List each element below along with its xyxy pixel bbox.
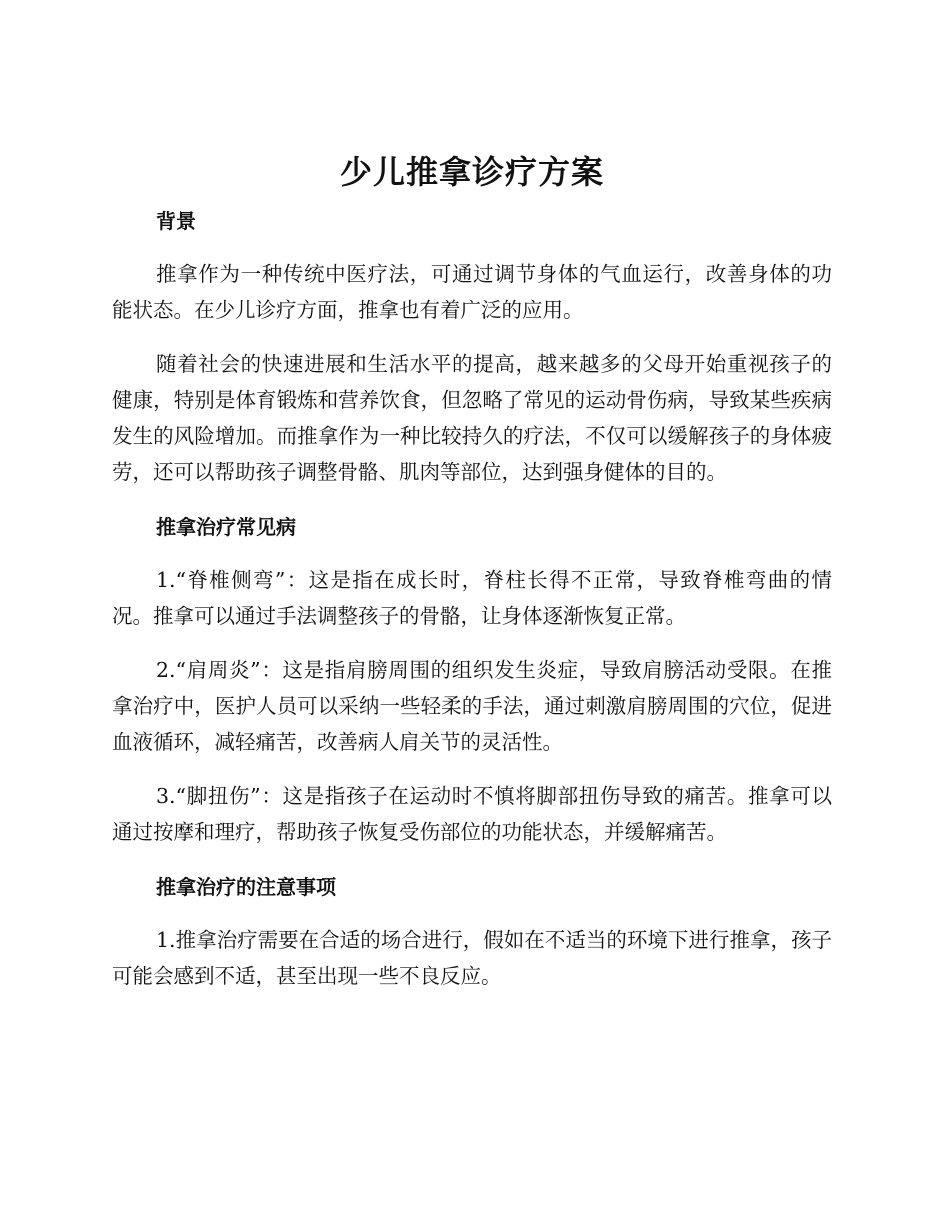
list-paragraph: 1.“脊椎侧弯”：这是指在成长时，脊柱长得不正常，导致脊椎弯曲的情况。推拿可以通过手法调整孩子的骨骼，让身体逐渐恢复正常。 [112, 568, 832, 628]
document-title: 少儿推拿诊疗方案 [339, 153, 604, 191]
list-paragraph: 1.推拿治疗需要在合适的场合进行，假如在不适当的环境下进行推拿，孩子可能会感到不适，甚至出现一些不良反应。 [112, 928, 832, 988]
section-background [112, 204, 832, 490]
section-heading: 推拿治疗常见病 [156, 515, 296, 539]
paragraph: 随着社会的快速进展和生活水平的提高，越来越多的父母开始重视孩子的健康，特别是体育锻炼和营养饮食，但忽略了常见的运动骨伤病，导致某些疾病发生的风险增加。而推拿作为一种比较持久的疗法，不仅可以缓解孩子的身体疲劳，还可以帮助孩子调整骨骼、肌肉等部位，达到强身健体的目的。 [112, 352, 832, 484]
document-body [112, 150, 832, 994]
paragraph: 推拿作为一种传统中医疗法，可通过调节身体的气血运行，改善身体的功能状态。在少儿诊疗方面，推拿也有着广泛的应用。 [112, 262, 832, 322]
list-paragraph: 3.“脚扭伤”：这是指孩子在运动时不慎将脚部扭伤导致的痛苦。推拿可以通过按摩和理疗，帮助孩子恢复受伤部位的功能状态，并缓解痛苦。 [112, 784, 832, 844]
section-common-conditions [112, 510, 832, 850]
section-heading: 背景 [156, 209, 196, 233]
list-paragraph: 2.“肩周炎”：这是指肩膀周围的组织发生炎症，导致肩膀活动受限。在推拿治疗中，医护人员可以采纳一些轻柔的手法，通过刺激肩膀周围的穴位，促进血液循环，减轻痛苦，改善病人肩关节的灵活性。 [112, 658, 832, 754]
section-precautions [112, 870, 832, 994]
section-heading: 推拿治疗的注意事项 [156, 875, 336, 899]
